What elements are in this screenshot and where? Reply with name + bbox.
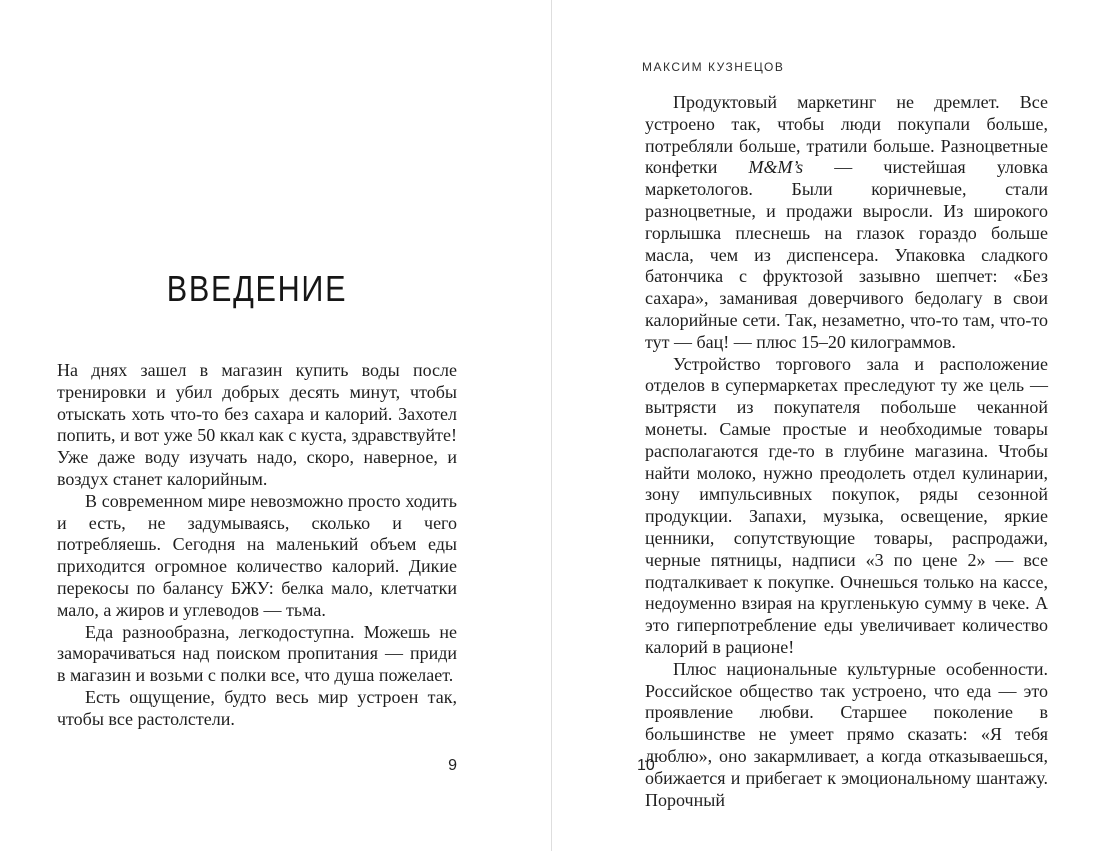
page-right bbox=[637, 0, 1048, 851]
running-header: МАКСИМ КУЗНЕЦОВ bbox=[642, 60, 785, 74]
page-number-right: 10 bbox=[637, 757, 655, 774]
text-run: Еда разнообразна, легкодоступна. Можешь не заморачиваться над поиском пропитания — приди в магазин и возьми с полки все, что душа пожелает. bbox=[57, 621, 457, 686]
chapter-title: ВВЕДЕНИЕ bbox=[166, 268, 348, 309]
paragraph bbox=[57, 687, 457, 731]
right-page-text bbox=[645, 92, 1048, 811]
paragraph bbox=[57, 491, 457, 622]
page-left bbox=[57, 0, 457, 851]
paragraph bbox=[645, 659, 1048, 812]
left-page-text bbox=[57, 360, 457, 731]
text-run-italic: M&M’s bbox=[748, 157, 804, 178]
paragraph bbox=[57, 360, 457, 491]
page-divider bbox=[551, 0, 552, 851]
text-run: В современном мире невозможно просто ходить и есть, не задумываясь, сколько и чего потребляешь. Сегодня на маленький объем еды приходится огромное количество калорий. Дикие перекосы по балансу БЖУ: белка мало, клетчатки мало, а жиров и углеводов — тьма. bbox=[57, 490, 457, 620]
text-run: — чистейшая уловка маркетологов. Были коричневые, стали разноцветные, и продажи выросли. Из широкого горлышка плеснешь на глазок гораздо больше масла, чем из диспенсера. Упаковка сладкого батончика с фруктозой зазывно шепчет: «Без сахара», заманивая доверчивого бедолагу в свои калорийные сети. Так, незаметно, что-то там, что-то тут — бац! — плюс 15–20 килограммов. bbox=[645, 157, 1048, 352]
text-run: Устройство торгового зала и расположение отделов в супермаркетах преследуют ту же цель — вытрясти из покупателя побольше чеканной монеты. Самые простые и необходимые товары располагаются где-то в глубине магазина. Чтобы найти молоко, нужно преодолеть отдел кулинарии, зону импульсивных покупок, ряды сезонной продукции. Запахи, музыка, освещение, яркие ценники, сопутствующие товары, распродажи, черные пятницы, надписи «3 по цене 2» — все подталкивает к покупке. Очнешься только на кассе, недоуменно взирая на кругленькую сумму в чеке. А это гиперпотребление еды увеличивает количество калорий в рационе! bbox=[645, 353, 1048, 657]
text-run: Продуктовый маркетинг не дремлет. Все устроено так, чтобы люди покупали больше, потребляли больше, тратили больше. Разноцветные конфетки bbox=[645, 92, 1048, 178]
paragraph bbox=[57, 622, 457, 687]
text-run: На днях зашел в магазин купить воды после тренировки и убил добрых десять минут, чтобы отыскать хоть что-то без сахара и калорий. Захотел попить, и вот уже 50 ккал как с куста, здравствуйте! Уже даже воду изучать надо, скоро, наверное, и воздух станет калорийным. bbox=[57, 360, 457, 489]
paragraph bbox=[645, 92, 1048, 354]
page-number-left: 9 bbox=[448, 757, 457, 774]
paragraph bbox=[645, 354, 1048, 659]
text-run: Плюс национальные культурные особенности. Российское общество так устроено, что еда — это проявление любви. Старшее поколение в большинстве не умеет прямо сказать: «Я тебя люблю», оно закармливает, а когда отказываешься, обижается и прибегает к эмоциональному шантажу. Порочный bbox=[645, 658, 1048, 810]
text-run: Есть ощущение, будто весь мир устроен так, чтобы все растолстели. bbox=[57, 686, 457, 729]
